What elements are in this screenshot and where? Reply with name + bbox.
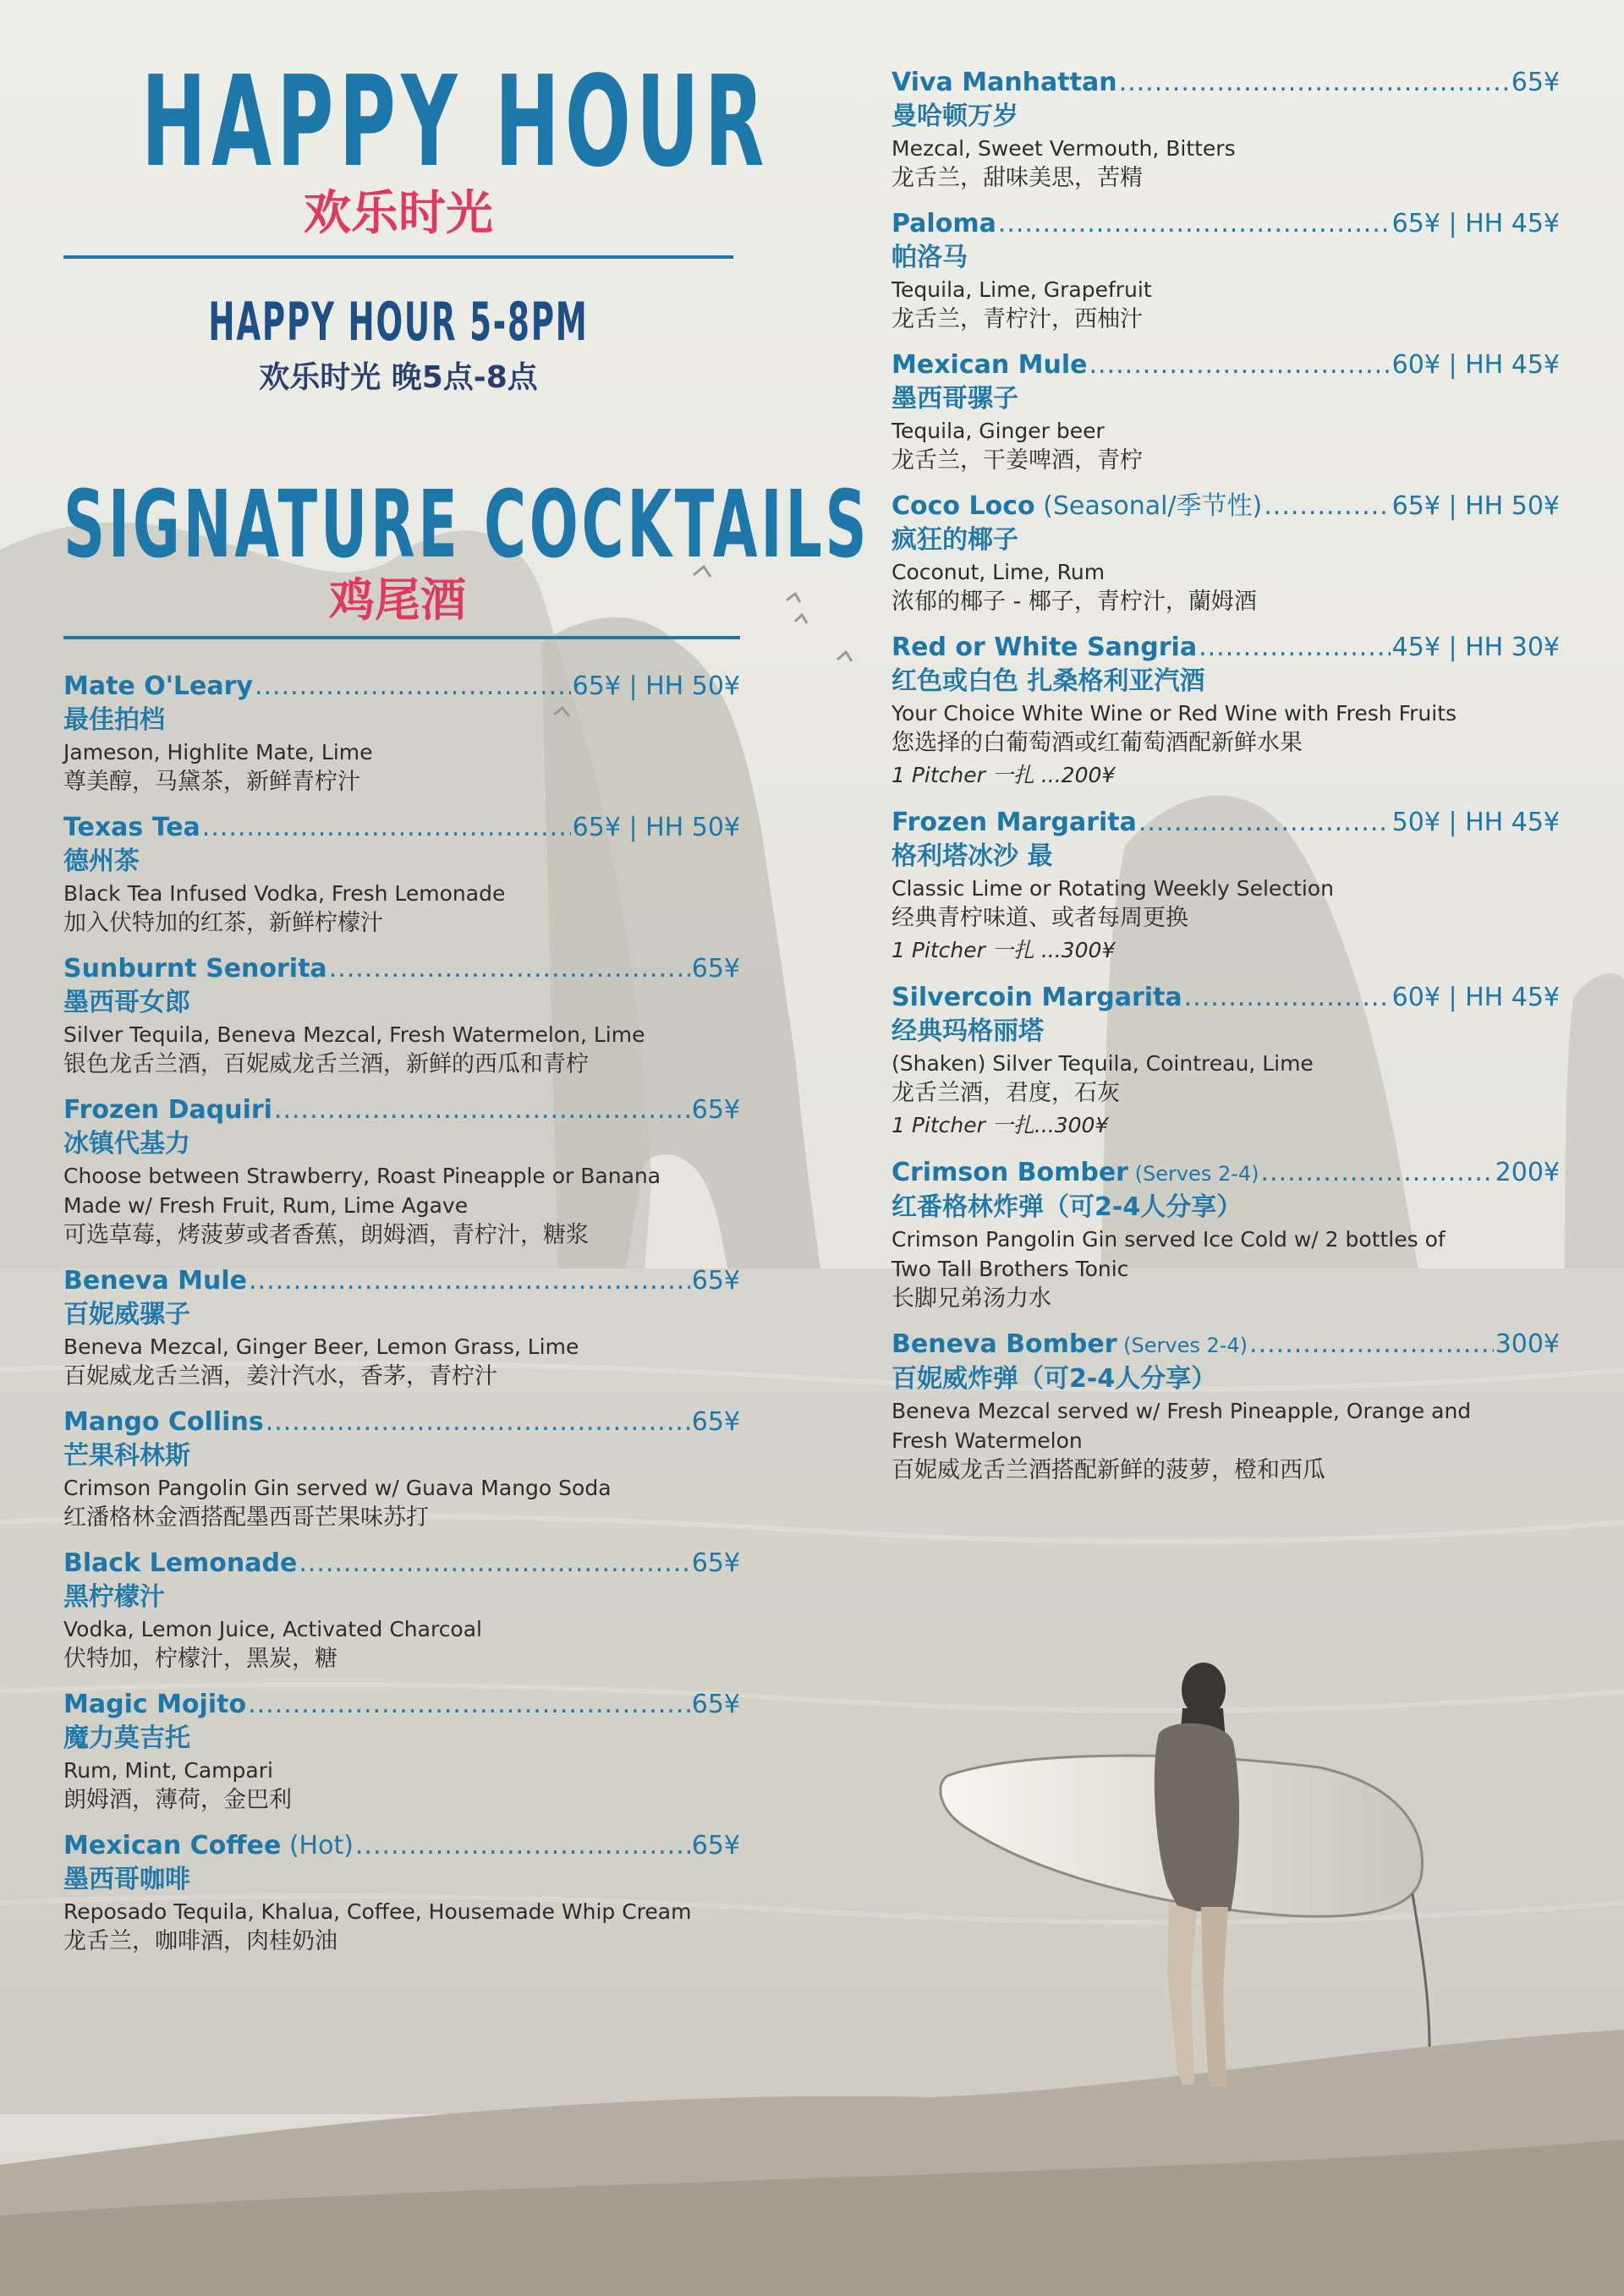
menu-item-dot-leader bbox=[202, 811, 571, 845]
menu-item-name-cn: 格利塔冰沙 最 bbox=[892, 841, 1053, 871]
menu-item-name-cn: 德州茶 bbox=[63, 847, 140, 876]
menu-item-note: (Seasonal/季节性) bbox=[1034, 491, 1263, 521]
menu-item-description-cn: 您选择的白葡萄酒或红葡萄酒配新鲜水果 bbox=[892, 730, 1303, 756]
menu-item-description-cn: 朗姆酒，薄荷，金巴利 bbox=[63, 1787, 292, 1813]
menu-item-name-text: Beneva Bomber bbox=[892, 1329, 1117, 1359]
menu-item-name-cn: 芒果科林斯 bbox=[63, 1441, 190, 1471]
menu-item-descriptions bbox=[892, 874, 1560, 967]
menu-item-name-cn: 疯狂的椰子 bbox=[892, 525, 1018, 555]
menu-item-dot-leader bbox=[248, 1688, 690, 1722]
menu-item-note: (Hot) bbox=[281, 1831, 354, 1860]
menu-item-name-text: Paloma bbox=[892, 209, 996, 238]
menu-item bbox=[892, 981, 1560, 1143]
menu-item-dot-leader bbox=[1089, 348, 1391, 382]
menu-item-description-cn: 长脚兄弟汤力水 bbox=[892, 1285, 1051, 1312]
menu-item-price: 65¥ | HH 50¥ bbox=[572, 671, 740, 701]
menu-item-description-cn: 龙舌兰，咖啡酒，肉桂奶油 bbox=[63, 1928, 337, 1954]
menu-item-header bbox=[63, 1264, 740, 1298]
menu-item bbox=[63, 1406, 740, 1533]
menu-item-price: 65¥ | HH 45¥ bbox=[1391, 209, 1560, 238]
menu-item-dot-leader bbox=[1249, 1328, 1494, 1362]
menu-item-name-cn: 经典玛格丽塔 bbox=[892, 1016, 1044, 1046]
menu-item-name-cn: 墨西哥女郎 bbox=[63, 988, 190, 1017]
menu-item-price: 65¥ bbox=[691, 1548, 740, 1578]
menu-item-descriptions bbox=[892, 275, 1560, 335]
menu-item-note: (Serves 2-4) bbox=[1127, 1162, 1259, 1186]
menu-item-dot-leader bbox=[1138, 806, 1391, 840]
menu-item-descriptions bbox=[892, 1049, 1560, 1143]
menu-item-header bbox=[892, 348, 1560, 382]
menu-item-dot-leader bbox=[255, 670, 571, 704]
menu-item-description: Your Choice White Wine or Red Wine with Fresh Fruits bbox=[892, 701, 1457, 726]
menu-item bbox=[892, 348, 1560, 476]
menu-item-dot-leader bbox=[329, 952, 690, 986]
menu-item-descriptions bbox=[63, 737, 740, 797]
menu-item-name bbox=[63, 952, 327, 986]
menu-item-pitcher-price: 1 Pitcher 一扎 ...300¥ bbox=[892, 938, 1116, 962]
menu-item-name bbox=[63, 1688, 246, 1722]
menu-item bbox=[892, 66, 1560, 194]
menu-item-dot-leader bbox=[274, 1093, 690, 1127]
menu-item-name-text: Mate O'Leary bbox=[63, 671, 253, 701]
menu-item-name-cn: 黑柠檬汁 bbox=[63, 1582, 165, 1612]
menu-item-name bbox=[63, 811, 200, 845]
menu-item bbox=[63, 1093, 740, 1251]
menu-item-header bbox=[63, 1406, 740, 1439]
menu-item-description: Rum, Mint, Campari bbox=[63, 1758, 273, 1783]
menu-item-description-cn: 龙舌兰，青柠汁，西柚汁 bbox=[892, 306, 1143, 332]
menu-item-name-text: Coco Loco bbox=[892, 491, 1035, 521]
divider-rule bbox=[63, 255, 733, 259]
menu-item-descriptions bbox=[63, 1473, 740, 1533]
menu-item-descriptions bbox=[892, 1225, 1560, 1314]
menu-item bbox=[63, 670, 740, 797]
menu-item-description: Crimson Pangolin Gin served w/ Guava Mango Soda bbox=[63, 1476, 612, 1500]
menu-item-price: 300¥ bbox=[1495, 1329, 1560, 1359]
menu-item-descriptions bbox=[63, 1756, 740, 1816]
menu-item-price: 65¥ | HH 50¥ bbox=[572, 813, 740, 842]
menu-item-description: (Shaken) Silver Tequila, Cointreau, Lime bbox=[892, 1051, 1314, 1076]
menu-item-description-cn: 百妮威龙舌兰酒搭配新鲜的菠萝，橙和西瓜 bbox=[892, 1457, 1325, 1483]
menu-item bbox=[63, 952, 740, 1080]
menu-item-description: Coconut, Lime, Rum bbox=[892, 560, 1106, 584]
menu-item-price: 65¥ bbox=[691, 1266, 740, 1296]
menu-item-description: Classic Lime or Rotating Weekly Selection bbox=[892, 876, 1334, 901]
menu-item-descriptions bbox=[892, 134, 1560, 194]
menu-item-name bbox=[892, 631, 1197, 665]
menu-item-price: 65¥ bbox=[691, 1831, 740, 1860]
menu-item-name-text: Frozen Daquiri bbox=[63, 1095, 272, 1125]
menu-item-header bbox=[63, 1093, 740, 1127]
menu-item-name-text: Viva Manhattan bbox=[892, 68, 1117, 97]
menu-item-description: Silver Tequila, Beneva Mezcal, Fresh Watermelon, Lime bbox=[63, 1022, 645, 1047]
menu-item bbox=[63, 1688, 740, 1816]
menu-item-description-cn: 伏特加，柠檬汁，黑炭，糖 bbox=[63, 1646, 337, 1672]
menu-item-name bbox=[63, 670, 253, 704]
menu-item bbox=[63, 1547, 740, 1674]
menu-item-name-text: Magic Mojito bbox=[63, 1690, 247, 1719]
divider-rule bbox=[63, 636, 740, 639]
menu-item-name bbox=[63, 1829, 354, 1863]
menu-item-name bbox=[892, 1156, 1259, 1191]
happy-hour-time: HAPPY HOUR 5-8PM bbox=[208, 291, 589, 353]
menu-item-description: Vodka, Lemon Juice, Activated Charcoal bbox=[63, 1617, 482, 1641]
menu-item-name bbox=[63, 1547, 297, 1581]
signature-cocktails-title-cn: 鸡尾酒 bbox=[329, 573, 466, 627]
menu-item-description: Black Tea Infused Vodka, Fresh Lemonade bbox=[63, 881, 506, 906]
left-column bbox=[63, 49, 870, 1970]
menu-item-name-text: Mango Collins bbox=[63, 1407, 264, 1437]
happy-hour-title-cn: 欢乐时光 bbox=[304, 186, 493, 241]
menu-item-name bbox=[63, 1406, 264, 1439]
menu-item-name bbox=[63, 1264, 247, 1298]
menu-item-name bbox=[892, 981, 1182, 1015]
menu-item-header bbox=[892, 981, 1560, 1015]
menu-item-description: Tequila, Ginger beer bbox=[892, 419, 1105, 443]
menu-item-name bbox=[892, 1328, 1248, 1362]
menu-item-header bbox=[892, 66, 1560, 100]
menu-item-name-cn: 最佳拍档 bbox=[63, 705, 165, 735]
menu-item-name-text: Black Lemonade bbox=[63, 1548, 298, 1578]
menu-item-description-cn: 经典青柠味道、或者每周更换 bbox=[892, 905, 1188, 931]
menu-item-price: 60¥ | HH 45¥ bbox=[1391, 350, 1560, 380]
menu-item-name bbox=[63, 1093, 272, 1127]
menu-item-price: 65¥ | HH 50¥ bbox=[1391, 491, 1560, 521]
menu-item-dot-leader bbox=[1199, 631, 1391, 665]
menu-item-header bbox=[892, 207, 1560, 241]
menu-item-name-text: Mexican Mule bbox=[892, 350, 1088, 380]
menu-item-name-text: Mexican Coffee bbox=[63, 1831, 282, 1860]
happy-hour-title: HAPPY HOUR bbox=[141, 49, 770, 195]
menu-item-name bbox=[892, 348, 1088, 382]
menu-item-name-cn: 红番格林炸弹（可2-4人分享） bbox=[892, 1192, 1243, 1222]
menu-item-description: Two Tall Brothers Tonic bbox=[892, 1257, 1129, 1281]
menu-item-name-cn: 墨西哥骡子 bbox=[892, 384, 1018, 414]
menu-item-header bbox=[892, 1156, 1560, 1191]
right-menu-list bbox=[892, 66, 1560, 1486]
menu-item-price: 60¥ | HH 45¥ bbox=[1391, 983, 1560, 1012]
menu-item-price: 65¥ bbox=[691, 1095, 740, 1125]
menu-item-description-cn: 龙舌兰，甜味美思，苦精 bbox=[892, 165, 1143, 191]
menu-item-pitcher-price: 1 Pitcher 一扎 ...200¥ bbox=[892, 763, 1116, 787]
menu-item-name bbox=[892, 806, 1137, 840]
menu-item-description: Tequila, Lime, Grapefruit bbox=[892, 277, 1152, 302]
menu-item-description: Made w/ Fresh Fruit, Rum, Lime Agave bbox=[63, 1193, 469, 1218]
menu-item-note: (Serves 2-4) bbox=[1116, 1334, 1248, 1357]
menu-item-name-text: Red or White Sangria bbox=[892, 633, 1198, 662]
menu-item bbox=[63, 811, 740, 939]
menu-item-dot-leader bbox=[355, 1829, 690, 1863]
menu-item-name bbox=[892, 207, 996, 241]
menu-item-dot-leader bbox=[1184, 981, 1391, 1015]
menu-item-price: 200¥ bbox=[1495, 1158, 1560, 1187]
menu-item-dot-leader bbox=[1264, 490, 1390, 523]
menu-item-descriptions bbox=[63, 1897, 740, 1957]
menu-item-description-cn: 可选草莓，烤菠萝或者香蕉，朗姆酒，青柠汁，糖浆 bbox=[63, 1222, 589, 1248]
menu-item-header bbox=[63, 811, 740, 845]
menu-item-price: 65¥ bbox=[691, 954, 740, 984]
menu-item bbox=[892, 631, 1560, 792]
menu-item-descriptions bbox=[892, 416, 1560, 476]
menu-item-descriptions bbox=[63, 1332, 740, 1392]
menu-item-name-cn: 墨西哥咖啡 bbox=[63, 1865, 190, 1894]
menu-item-header bbox=[63, 1688, 740, 1722]
menu-item-name-cn: 百妮威骡子 bbox=[63, 1300, 190, 1329]
menu-item-price: 45¥ | HH 30¥ bbox=[1391, 633, 1560, 662]
menu-item-descriptions bbox=[63, 879, 740, 939]
menu-item-description-cn: 红潘格林金酒搭配墨西哥芒果味苏打 bbox=[63, 1504, 429, 1531]
menu-item-header bbox=[63, 1829, 740, 1863]
menu-item-description: Crimson Pangolin Gin served Ice Cold w/ 2 bottles of bbox=[892, 1227, 1446, 1252]
menu-item-description: Fresh Watermelon bbox=[892, 1428, 1083, 1453]
menu-item-description-cn: 龙舌兰酒，君度，石灰 bbox=[892, 1080, 1120, 1106]
left-menu-list bbox=[63, 670, 740, 1957]
menu-item-descriptions bbox=[892, 699, 1560, 792]
menu-item-description: Beneva Mezcal served w/ Fresh Pineapple, Orange and bbox=[892, 1399, 1472, 1423]
signature-cocktails-title: SIGNATURE COCKTAILS bbox=[63, 470, 870, 578]
menu-item-description: Jameson, Highlite Mate, Lime bbox=[63, 740, 373, 764]
menu-item-name-cn: 百妮威炸弹（可2-4人分享） bbox=[892, 1364, 1217, 1394]
menu-item-description-cn: 尊美醇，马黛茶，新鲜青柠汁 bbox=[63, 769, 360, 795]
menu-item-header bbox=[892, 1328, 1560, 1362]
menu-item-name-text: Sunburnt Senorita bbox=[63, 954, 327, 984]
menu-item-description-cn: 百妮威龙舌兰酒，姜汁汽水，香茅，青柠汁 bbox=[63, 1363, 497, 1389]
menu-item-description-cn: 银色龙舌兰酒，百妮威龙舌兰酒，新鲜的西瓜和青柠 bbox=[63, 1051, 589, 1077]
menu-item-dot-leader bbox=[998, 207, 1391, 241]
menu-item-dot-leader bbox=[299, 1547, 689, 1581]
menu-item-pitcher-price: 1 Pitcher 一扎...300¥ bbox=[892, 1113, 1109, 1137]
menu-item-dot-leader bbox=[1119, 66, 1510, 100]
menu-item-header bbox=[892, 631, 1560, 665]
menu-item-price: 65¥ bbox=[691, 1690, 740, 1719]
menu-item-name-cn: 曼哈顿万岁 bbox=[892, 101, 1018, 131]
menu-item-dot-leader bbox=[1261, 1156, 1494, 1190]
menu-item-name bbox=[892, 66, 1117, 100]
menu-item-header bbox=[892, 490, 1560, 523]
menu-item-descriptions bbox=[892, 1396, 1560, 1486]
menu-item-name bbox=[892, 490, 1262, 523]
menu-item-header bbox=[63, 670, 740, 704]
menu-item-name-cn: 魔力莫吉托 bbox=[63, 1723, 190, 1753]
menu-item-descriptions bbox=[892, 557, 1560, 617]
menu-item-price: 65¥ bbox=[691, 1407, 740, 1437]
menu-item-header bbox=[63, 1547, 740, 1581]
menu-item bbox=[63, 1264, 740, 1392]
menu-item-description: Reposado Tequila, Khalua, Coffee, Housemade Whip Cream bbox=[63, 1899, 692, 1924]
menu-item-header bbox=[892, 806, 1560, 840]
menu-item-name-text: Texas Tea bbox=[63, 813, 200, 842]
menu-item-description-cn: 龙舌兰，干姜啤酒，青柠 bbox=[892, 447, 1143, 474]
menu-item bbox=[892, 490, 1560, 617]
menu-item-name-cn: 帕洛马 bbox=[892, 243, 968, 272]
menu-item-dot-leader bbox=[249, 1264, 690, 1298]
menu-item-descriptions bbox=[63, 1161, 740, 1251]
happy-hour-time-cn: 欢乐时光 晚5点-8点 bbox=[259, 360, 538, 395]
rock-far-right bbox=[1565, 973, 1624, 1285]
menu-item-name-cn: 红色或白色 扎桑格利亚汽酒 bbox=[892, 666, 1205, 696]
menu-item bbox=[892, 806, 1560, 967]
menu-item bbox=[892, 207, 1560, 335]
menu-item-description-cn: 浓郁的椰子 - 椰子，青柠汁，蘭姆酒 bbox=[892, 589, 1257, 615]
menu-item-description: Choose between Strawberry, Roast Pineapple or Banana bbox=[63, 1164, 661, 1188]
menu-item-name-text: Frozen Margarita bbox=[892, 808, 1137, 837]
menu-item-description: Beneva Mezcal, Ginger Beer, Lemon Grass, Lime bbox=[63, 1334, 579, 1359]
menu-item-price: 65¥ bbox=[1511, 68, 1560, 97]
right-column bbox=[892, 66, 1560, 1499]
menu-item-name-cn: 冰镇代基力 bbox=[63, 1129, 190, 1159]
menu-item-header bbox=[63, 952, 740, 986]
menu-item-name-text: Beneva Mule bbox=[63, 1266, 248, 1296]
menu-item bbox=[892, 1328, 1560, 1486]
menu-item bbox=[892, 1156, 1560, 1314]
menu-item-descriptions bbox=[63, 1614, 740, 1674]
menu-item-price: 50¥ | HH 45¥ bbox=[1391, 808, 1560, 837]
menu-item-name-text: Crimson Bomber bbox=[892, 1158, 1128, 1187]
menu-item-description: Mezcal, Sweet Vermouth, Bitters bbox=[892, 136, 1236, 161]
menu-item-descriptions bbox=[63, 1020, 740, 1080]
menu-item bbox=[63, 1829, 740, 1957]
menu-item-description-cn: 加入伏特加的红茶，新鲜柠檬汁 bbox=[63, 910, 383, 936]
menu-item-dot-leader bbox=[266, 1406, 690, 1439]
menu-item-name-text: Silvercoin Margarita bbox=[892, 983, 1182, 1012]
